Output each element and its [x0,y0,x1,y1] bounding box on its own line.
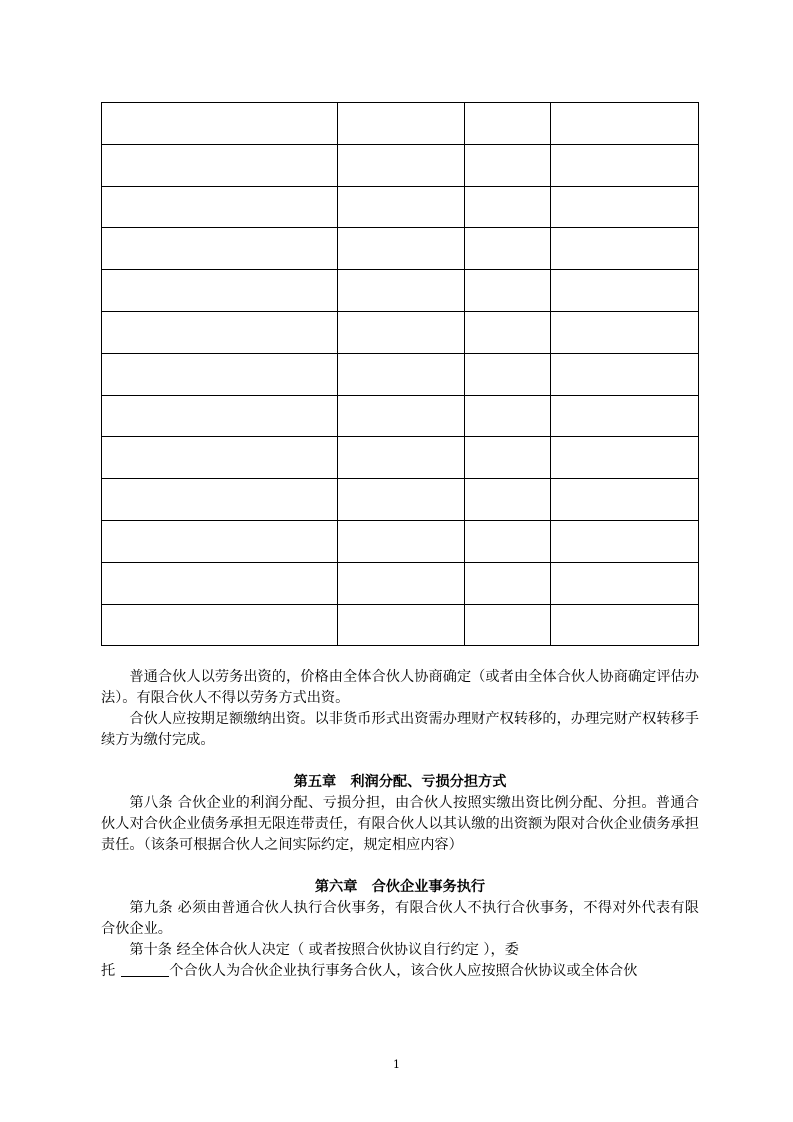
table-cell [102,103,338,145]
contribution-table-body [102,103,699,646]
table-cell [551,395,699,437]
article-10-line-1: 第十条 经全体合伙人决定（ 或者按照合伙协议自行约定 ），委 [129,942,519,958]
article-10-line-2 [101,961,699,982]
table-cell [102,144,338,186]
table-cell [338,437,465,479]
table-cell [465,562,551,604]
table-cell [465,186,551,228]
table-cell [102,353,338,395]
table-cell [465,228,551,270]
table-row [102,228,699,270]
table-cell [465,311,551,353]
table-cell [551,144,699,186]
table-cell [102,562,338,604]
table-cell [465,604,551,646]
table-cell [338,353,465,395]
table-cell [102,311,338,353]
table-row [102,604,699,646]
table-cell [551,604,699,646]
table-cell [465,103,551,145]
table-row [102,437,699,479]
table-cell [338,186,465,228]
table-cell [102,520,338,562]
table-cell [338,395,465,437]
table-cell [551,353,699,395]
table-row [102,353,699,395]
table-row [102,562,699,604]
page-number: 1 [393,1058,400,1071]
table-cell [551,437,699,479]
table-cell [338,479,465,521]
table-cell [465,353,551,395]
table-cell [551,270,699,312]
table-row [102,186,699,228]
table-cell [551,311,699,353]
table-cell [551,479,699,521]
table-cell [102,186,338,228]
article-10-prefix: 托 [101,963,116,979]
document-body [101,667,699,982]
table-row [102,479,699,521]
contribution-table [101,102,699,646]
table-row [102,103,699,145]
table-cell [338,520,465,562]
table-cell [338,604,465,646]
table-row [102,520,699,562]
table-cell [102,437,338,479]
table-cell [551,186,699,228]
table-cell [551,520,699,562]
blank-fill-line [121,962,169,977]
table-cell [465,437,551,479]
table-cell [465,144,551,186]
paragraph-labor-contribution: 普通合伙人以劳务出资的，价格由全体合伙人协商确定（或者由全体合伙人协商确定评估办法）。有限合伙人不得以劳务方式出资。 [101,669,699,706]
table-row [102,144,699,186]
table-cell [102,270,338,312]
table-cell [465,479,551,521]
table-cell [551,562,699,604]
table-cell [465,395,551,437]
table-cell [465,520,551,562]
table-row [102,270,699,312]
table-cell [338,103,465,145]
table-cell [338,311,465,353]
chapter-5-title: 第五章 利润分配、亏损分担方式 [293,774,507,790]
article-9: 第九条 必须由普通合伙人执行合伙事务，有限合伙人不执行合伙事务，不得对外代表有限合伙企业。 [101,900,699,937]
paragraph-payment-deadline: 合伙人应按期足额缴纳出资。以非货币形式出资需办理财产权转移的，办理完财产权转移手续方为缴付完成。 [101,711,699,748]
chapter-6-title: 第六章 合伙企业事务执行 [314,879,486,895]
table-cell [338,270,465,312]
article-8: 第八条 合伙企业的利润分配、亏损分担，由合伙人按照实缴出资比例分配、分担。普通合伙人对合伙企业债务承担无限连带责任，有限合伙人以其认缴的出资额为限对合伙企业债务承担责任。（该条可根据合伙人之间实际约定，规定相应内容） [101,795,699,853]
table-cell [338,228,465,270]
table-row [102,395,699,437]
table-cell [338,144,465,186]
table-cell [102,479,338,521]
table-cell [102,228,338,270]
article-10-suffix: 个合伙人为合伙企业执行事务合伙人，该合伙人应按照合伙协议或全体合伙 [169,963,638,979]
table-cell [102,604,338,646]
table-cell [465,270,551,312]
table-cell [551,228,699,270]
table-cell [102,395,338,437]
table-cell [551,103,699,145]
table-row [102,311,699,353]
table-cell [338,562,465,604]
